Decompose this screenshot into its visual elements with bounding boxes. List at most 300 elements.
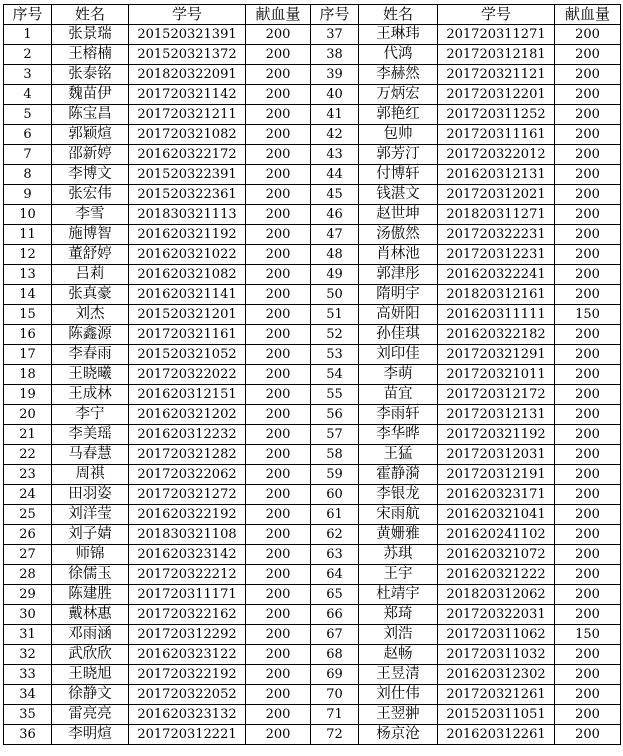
cell-seq: 31	[4, 625, 52, 645]
cell-donation: 200	[555, 585, 621, 605]
cell-seq: 34	[4, 685, 52, 705]
cell-donation: 150	[555, 305, 621, 325]
cell-name: 戴林惠	[52, 605, 129, 625]
cell-donation: 200	[246, 25, 311, 45]
cell-seq: 48	[311, 245, 359, 265]
cell-donation: 200	[555, 365, 621, 385]
cell-donation: 200	[246, 405, 311, 425]
table-row	[4, 585, 621, 605]
cell-seq: 38	[311, 45, 359, 65]
cell-student-id: 201620322172	[129, 145, 246, 165]
cell-name: 李雨轩	[359, 405, 438, 425]
cell-donation: 200	[246, 325, 311, 345]
cell-name: 刘杰	[52, 305, 129, 325]
cell-donation: 200	[246, 65, 311, 85]
cell-donation: 200	[555, 465, 621, 485]
header-row	[4, 5, 621, 25]
cell-donation: 200	[555, 485, 621, 505]
cell-student-id: 201830321113	[129, 205, 246, 225]
cell-seq: 51	[311, 305, 359, 325]
table-row	[4, 125, 621, 145]
cell-name: 武欣欣	[52, 645, 129, 665]
cell-student-id: 201620322192	[129, 505, 246, 525]
table-row	[4, 65, 621, 85]
cell-name: 李华晔	[359, 425, 438, 445]
table-row	[4, 145, 621, 165]
cell-donation: 200	[246, 165, 311, 185]
cell-seq: 49	[311, 265, 359, 285]
table-body	[4, 25, 621, 745]
cell-name: 李美瑶	[52, 425, 129, 445]
cell-donation: 200	[246, 585, 311, 605]
cell-student-id: 201520321391	[129, 25, 246, 45]
cell-seq: 19	[4, 385, 52, 405]
cell-seq: 55	[311, 385, 359, 405]
cell-donation: 200	[246, 205, 311, 225]
table-row	[4, 385, 621, 405]
cell-donation: 200	[246, 525, 311, 545]
cell-student-id: 201720321161	[129, 325, 246, 345]
cell-seq: 10	[4, 205, 52, 225]
cell-name: 李博文	[52, 165, 129, 185]
cell-seq: 53	[311, 345, 359, 365]
cell-student-id: 201720312231	[438, 245, 555, 265]
table-row	[4, 445, 621, 465]
cell-seq: 7	[4, 145, 52, 165]
cell-donation: 200	[246, 465, 311, 485]
cell-name: 张泰铭	[52, 65, 129, 85]
header-cell-seq: 序号	[4, 5, 52, 25]
cell-seq: 13	[4, 265, 52, 285]
cell-student-id: 201720312031	[438, 445, 555, 465]
cell-name: 刘印佳	[359, 345, 438, 365]
cell-name: 邵新婷	[52, 145, 129, 165]
cell-student-id: 201720311171	[129, 585, 246, 605]
cell-donation: 200	[555, 405, 621, 425]
cell-donation: 200	[555, 205, 621, 225]
cell-seq: 27	[4, 545, 52, 565]
table-row	[4, 165, 621, 185]
cell-seq: 35	[4, 705, 52, 725]
cell-name: 李银龙	[359, 485, 438, 505]
cell-donation: 200	[555, 525, 621, 545]
cell-student-id: 201620312261	[438, 725, 555, 745]
cell-student-id: 201620312151	[129, 385, 246, 405]
cell-student-id: 201620323132	[129, 705, 246, 725]
cell-seq: 72	[311, 725, 359, 745]
cell-student-id: 201720321011	[438, 365, 555, 385]
cell-donation: 200	[246, 565, 311, 585]
cell-student-id: 201620323122	[129, 645, 246, 665]
cell-name: 李萌	[359, 365, 438, 385]
cell-donation: 200	[555, 65, 621, 85]
cell-seq: 37	[311, 25, 359, 45]
cell-name: 施博智	[52, 225, 129, 245]
cell-donation: 200	[555, 345, 621, 365]
table-row	[4, 505, 621, 525]
cell-name: 黄姗雅	[359, 525, 438, 545]
table-row	[4, 45, 621, 65]
cell-name: 杜靖宇	[359, 585, 438, 605]
cell-student-id: 201520322361	[129, 185, 246, 205]
cell-donation: 200	[246, 605, 311, 625]
cell-seq: 64	[311, 565, 359, 585]
cell-student-id: 201820311271	[438, 205, 555, 225]
cell-donation: 200	[555, 165, 621, 185]
cell-donation: 200	[246, 105, 311, 125]
cell-donation: 200	[246, 365, 311, 385]
cell-student-id: 201520321372	[129, 45, 246, 65]
cell-student-id: 201620321141	[129, 285, 246, 305]
cell-seq: 69	[311, 665, 359, 685]
table-row	[4, 545, 621, 565]
cell-donation: 200	[555, 45, 621, 65]
cell-student-id: 201720321082	[129, 125, 246, 145]
cell-student-id: 201720312021	[438, 185, 555, 205]
cell-donation: 200	[555, 145, 621, 165]
cell-donation: 200	[246, 425, 311, 445]
cell-student-id: 201720312131	[438, 405, 555, 425]
table-row	[4, 25, 621, 45]
cell-seq: 45	[311, 185, 359, 205]
cell-seq: 61	[311, 505, 359, 525]
cell-student-id: 201620321072	[438, 545, 555, 565]
cell-name: 隋明宇	[359, 285, 438, 305]
cell-name: 王晓旭	[52, 665, 129, 685]
table-row	[4, 685, 621, 705]
cell-seq: 20	[4, 405, 52, 425]
cell-seq: 28	[4, 565, 52, 585]
cell-name: 董舒婷	[52, 245, 129, 265]
cell-name: 王宇	[359, 565, 438, 585]
cell-name: 徐儒玉	[52, 565, 129, 585]
cell-donation: 200	[246, 385, 311, 405]
cell-donation: 200	[246, 305, 311, 325]
cell-seq: 11	[4, 225, 52, 245]
cell-name: 师锦	[52, 545, 129, 565]
table-row	[4, 625, 621, 645]
header-cell-student-id: 学号	[438, 5, 555, 25]
cell-seq: 4	[4, 85, 52, 105]
header-cell-student-id: 学号	[129, 5, 246, 25]
table-row	[4, 245, 621, 265]
cell-seq: 30	[4, 605, 52, 625]
cell-name: 郭颖煊	[52, 125, 129, 145]
cell-name: 陈宝昌	[52, 105, 129, 125]
cell-seq: 36	[4, 725, 52, 745]
cell-student-id: 201620323171	[438, 485, 555, 505]
cell-student-id: 201720311161	[438, 125, 555, 145]
cell-seq: 12	[4, 245, 52, 265]
cell-student-id: 201520321052	[129, 345, 246, 365]
cell-student-id: 201620311111	[438, 305, 555, 325]
cell-student-id: 201720312191	[438, 465, 555, 485]
cell-seq: 39	[311, 65, 359, 85]
cell-student-id: 201830321108	[129, 525, 246, 545]
cell-seq: 59	[311, 465, 359, 485]
cell-student-id: 201620321202	[129, 405, 246, 425]
cell-seq: 24	[4, 485, 52, 505]
cell-name: 高妍阳	[359, 305, 438, 325]
cell-seq: 50	[311, 285, 359, 305]
cell-student-id: 201720312201	[438, 85, 555, 105]
cell-name: 杨京沧	[359, 725, 438, 745]
table-row	[4, 665, 621, 685]
table-row	[4, 705, 621, 725]
cell-student-id: 201820312161	[438, 285, 555, 305]
cell-seq: 44	[311, 165, 359, 185]
table-row	[4, 485, 621, 505]
cell-seq: 41	[311, 105, 359, 125]
cell-seq: 26	[4, 525, 52, 545]
cell-student-id: 201720311032	[438, 645, 555, 665]
cell-name: 郭津彤	[359, 265, 438, 285]
table-row	[4, 345, 621, 365]
cell-seq: 25	[4, 505, 52, 525]
cell-student-id: 201720322031	[438, 605, 555, 625]
cell-seq: 9	[4, 185, 52, 205]
table-row	[4, 265, 621, 285]
cell-seq: 23	[4, 465, 52, 485]
cell-student-id: 201520311051	[438, 705, 555, 725]
cell-name: 魏苗伊	[52, 85, 129, 105]
cell-donation: 200	[246, 85, 311, 105]
cell-name: 李赫然	[359, 65, 438, 85]
cell-donation: 200	[555, 605, 621, 625]
cell-donation: 200	[555, 85, 621, 105]
cell-donation: 200	[555, 185, 621, 205]
cell-name: 霍静漪	[359, 465, 438, 485]
cell-student-id: 201620312302	[438, 665, 555, 685]
blood-donation-table	[3, 4, 621, 745]
table-row	[4, 565, 621, 585]
cell-donation: 200	[555, 665, 621, 685]
cell-seq: 57	[311, 425, 359, 445]
cell-seq: 40	[311, 85, 359, 105]
cell-student-id: 201620312131	[438, 165, 555, 185]
cell-seq: 58	[311, 445, 359, 465]
cell-student-id: 201720312172	[438, 385, 555, 405]
cell-name: 张景瑞	[52, 25, 129, 45]
cell-student-id: 201720321282	[129, 445, 246, 465]
cell-name: 田羽姿	[52, 485, 129, 505]
cell-seq: 16	[4, 325, 52, 345]
cell-seq: 46	[311, 205, 359, 225]
cell-seq: 17	[4, 345, 52, 365]
cell-student-id: 201720321142	[129, 85, 246, 105]
cell-name: 郑琦	[359, 605, 438, 625]
cell-student-id: 201620321022	[129, 245, 246, 265]
header-cell-name: 姓名	[52, 5, 129, 25]
cell-seq: 62	[311, 525, 359, 545]
cell-seq: 67	[311, 625, 359, 645]
cell-name: 刘仕伟	[359, 685, 438, 705]
cell-name: 张宏伟	[52, 185, 129, 205]
cell-student-id: 201720322231	[438, 225, 555, 245]
cell-name: 刘浩	[359, 625, 438, 645]
cell-name: 包帅	[359, 125, 438, 145]
cell-donation: 200	[246, 125, 311, 145]
table-row	[4, 205, 621, 225]
cell-student-id: 201720321291	[438, 345, 555, 365]
cell-seq: 68	[311, 645, 359, 665]
table-row	[4, 525, 621, 545]
cell-student-id: 201620241102	[438, 525, 555, 545]
cell-student-id: 201720311271	[438, 25, 555, 45]
table-row	[4, 645, 621, 665]
cell-name: 孙佳琪	[359, 325, 438, 345]
cell-seq: 6	[4, 125, 52, 145]
cell-name: 李雪	[52, 205, 129, 225]
cell-name: 陈建胜	[52, 585, 129, 605]
table-row	[4, 285, 621, 305]
cell-seq: 70	[311, 685, 359, 705]
cell-student-id: 201520322391	[129, 165, 246, 185]
table-row	[4, 725, 621, 745]
cell-name: 代鸿	[359, 45, 438, 65]
table-row	[4, 85, 621, 105]
cell-name: 张真豪	[52, 285, 129, 305]
cell-name: 陈鑫源	[52, 325, 129, 345]
cell-name: 苗宜	[359, 385, 438, 405]
cell-name: 雷亮亮	[52, 705, 129, 725]
cell-seq: 42	[311, 125, 359, 145]
cell-student-id: 201620321222	[438, 565, 555, 585]
cell-seq: 18	[4, 365, 52, 385]
cell-donation: 200	[555, 425, 621, 445]
cell-name: 赵畅	[359, 645, 438, 665]
cell-student-id: 201720311252	[438, 105, 555, 125]
table-row	[4, 225, 621, 245]
cell-seq: 29	[4, 585, 52, 605]
cell-student-id: 201720322162	[129, 605, 246, 625]
cell-seq: 33	[4, 665, 52, 685]
cell-student-id: 201620312232	[129, 425, 246, 445]
table-row	[4, 425, 621, 445]
cell-name: 万炳宏	[359, 85, 438, 105]
cell-donation: 200	[246, 345, 311, 365]
cell-seq: 52	[311, 325, 359, 345]
cell-donation: 200	[555, 645, 621, 665]
header-cell-donation: 献血量	[555, 5, 621, 25]
table-row	[4, 605, 621, 625]
cell-seq: 22	[4, 445, 52, 465]
header-cell-donation: 献血量	[246, 5, 311, 25]
table-row	[4, 185, 621, 205]
cell-student-id: 201720322192	[129, 665, 246, 685]
cell-name: 肖林池	[359, 245, 438, 265]
cell-donation: 200	[246, 485, 311, 505]
table-row	[4, 405, 621, 425]
cell-student-id: 201720312221	[129, 725, 246, 745]
cell-donation: 150	[555, 625, 621, 645]
cell-seq: 3	[4, 65, 52, 85]
table-row	[4, 365, 621, 385]
cell-donation: 200	[555, 125, 621, 145]
cell-student-id: 201720321211	[129, 105, 246, 125]
cell-name: 付博轩	[359, 165, 438, 185]
cell-donation: 200	[555, 245, 621, 265]
cell-student-id: 201620321082	[129, 265, 246, 285]
cell-student-id: 201620322182	[438, 325, 555, 345]
cell-donation: 200	[246, 145, 311, 165]
cell-name: 王猛	[359, 445, 438, 465]
cell-student-id: 201720321121	[438, 65, 555, 85]
cell-donation: 200	[555, 505, 621, 525]
cell-donation: 200	[246, 265, 311, 285]
cell-seq: 63	[311, 545, 359, 565]
cell-donation: 200	[555, 25, 621, 45]
cell-donation: 200	[555, 545, 621, 565]
cell-student-id: 201720321261	[438, 685, 555, 705]
cell-donation: 200	[555, 225, 621, 245]
cell-donation: 200	[555, 285, 621, 305]
cell-name: 王昱清	[359, 665, 438, 685]
cell-student-id: 201820322091	[129, 65, 246, 85]
cell-student-id: 201720321272	[129, 485, 246, 505]
cell-seq: 60	[311, 485, 359, 505]
cell-donation: 200	[555, 105, 621, 125]
cell-student-id: 201620322241	[438, 265, 555, 285]
cell-name: 汤傲然	[359, 225, 438, 245]
cell-seq: 65	[311, 585, 359, 605]
cell-donation: 200	[555, 445, 621, 465]
cell-name: 邓雨涵	[52, 625, 129, 645]
cell-donation: 200	[555, 565, 621, 585]
cell-seq: 14	[4, 285, 52, 305]
table-row	[4, 465, 621, 485]
cell-donation: 200	[246, 445, 311, 465]
cell-donation: 200	[555, 325, 621, 345]
cell-name: 王榕楠	[52, 45, 129, 65]
cell-name: 钱湛文	[359, 185, 438, 205]
cell-donation: 200	[246, 45, 311, 65]
cell-donation: 200	[246, 285, 311, 305]
cell-name: 郭芳汀	[359, 145, 438, 165]
cell-donation: 200	[555, 705, 621, 725]
cell-seq: 47	[311, 225, 359, 245]
cell-student-id: 201620321041	[438, 505, 555, 525]
cell-donation: 200	[246, 245, 311, 265]
cell-student-id: 201720322062	[129, 465, 246, 485]
cell-name: 王成林	[52, 385, 129, 405]
cell-student-id: 201720322212	[129, 565, 246, 585]
cell-seq: 54	[311, 365, 359, 385]
cell-name: 马春慧	[52, 445, 129, 465]
cell-student-id: 201720312181	[438, 45, 555, 65]
cell-name: 李宁	[52, 405, 129, 425]
cell-donation: 200	[246, 225, 311, 245]
cell-name: 李明煊	[52, 725, 129, 745]
cell-student-id: 201720322012	[438, 145, 555, 165]
cell-name: 吕莉	[52, 265, 129, 285]
table-row	[4, 305, 621, 325]
cell-student-id: 201620321192	[129, 225, 246, 245]
cell-seq: 8	[4, 165, 52, 185]
header-cell-seq: 序号	[311, 5, 359, 25]
cell-donation: 200	[246, 685, 311, 705]
cell-donation: 200	[246, 665, 311, 685]
cell-student-id: 201720321192	[438, 425, 555, 445]
cell-seq: 56	[311, 405, 359, 425]
cell-name: 郭艳红	[359, 105, 438, 125]
cell-seq: 71	[311, 705, 359, 725]
cell-name: 刘子婧	[52, 525, 129, 545]
cell-donation: 200	[246, 645, 311, 665]
cell-donation: 200	[246, 625, 311, 645]
cell-seq: 15	[4, 305, 52, 325]
table-row	[4, 105, 621, 125]
